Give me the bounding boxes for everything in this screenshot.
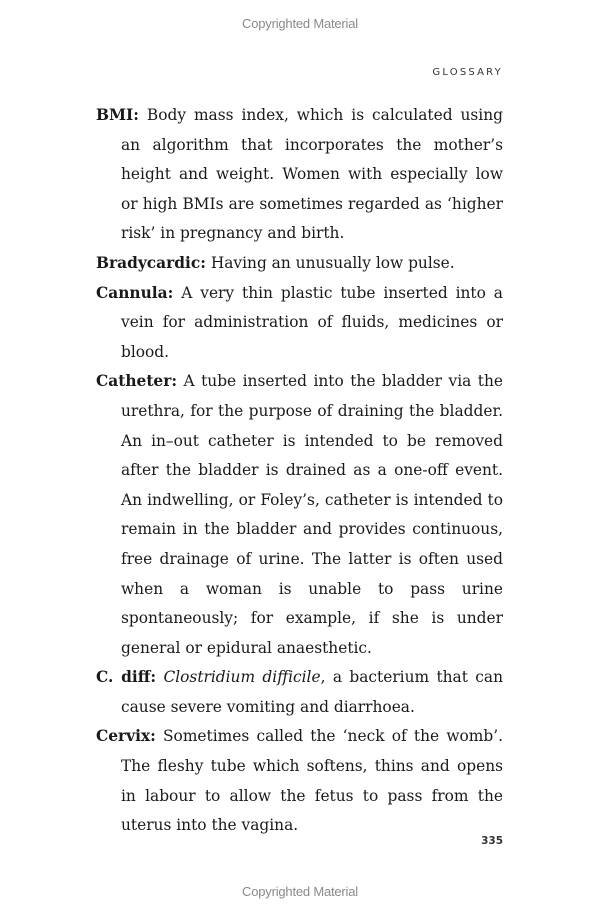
glossary-term: Cannula:: [96, 283, 174, 302]
glossary-term: Catheter:: [96, 372, 178, 391]
glossary-entry-cervix: [96, 722, 503, 840]
running-head: GLOSSARY: [432, 67, 503, 78]
glossary-list: [96, 101, 503, 841]
glossary-term: C. diff:: [96, 668, 157, 687]
glossary-definition: A very thin plastic tube inserted into a vein for administration of fluids, medicines or blood.: [121, 283, 503, 361]
page-number: 335: [481, 835, 503, 847]
glossary-entry-catheter: [96, 367, 503, 663]
glossary-entry-cannula: [96, 279, 503, 368]
glossary-entry-c-diff: [96, 663, 503, 722]
scientific-name: Clostridium difficile: [163, 668, 321, 687]
glossary-definition: [121, 668, 503, 716]
glossary-definition-rest: , a bacterium that can cause severe vomiting and diarrhoea.: [121, 668, 503, 716]
glossary-definition: Having an unusually low pulse.: [210, 253, 455, 272]
glossary-term: Bradycardic:: [96, 253, 206, 272]
glossary-entry-bradycardic: [96, 249, 503, 279]
glossary-term: Cervix:: [96, 727, 156, 746]
glossary-definition: A tube inserted into the bladder via the urethra, for the purpose of draining the bladder. An in–out catheter is intended to be removed after the bladder is drained as a one-off event. An indwelling, or Foley’s, catheter is intended to remain in the bladder and provides continuous, free drainage of urine. The latter is often used when a woman is unable to pass urine spontaneously; for example, if she is under general or epidural anaesthetic.: [121, 372, 503, 657]
copyright-watermark-top: Copyrighted Material: [242, 16, 358, 31]
glossary-definition: Sometimes called the ‘neck of the womb’. The fleshy tube which softens, thins and opens in labour to allow the fetus to pass from the uterus into the vagina.: [121, 727, 503, 835]
copyright-watermark-bottom: Copyrighted Material: [242, 884, 358, 899]
glossary-term: BMI:: [96, 106, 139, 124]
glossary-definition: Body mass index, which is calculated using an algorithm that incorporates the mother’s height and weight. Women with especially low or high BMIs are sometimes regarded as ‘higher risk’ in pregnancy and birth.: [121, 106, 503, 243]
glossary-entry-bmi: [96, 101, 503, 249]
